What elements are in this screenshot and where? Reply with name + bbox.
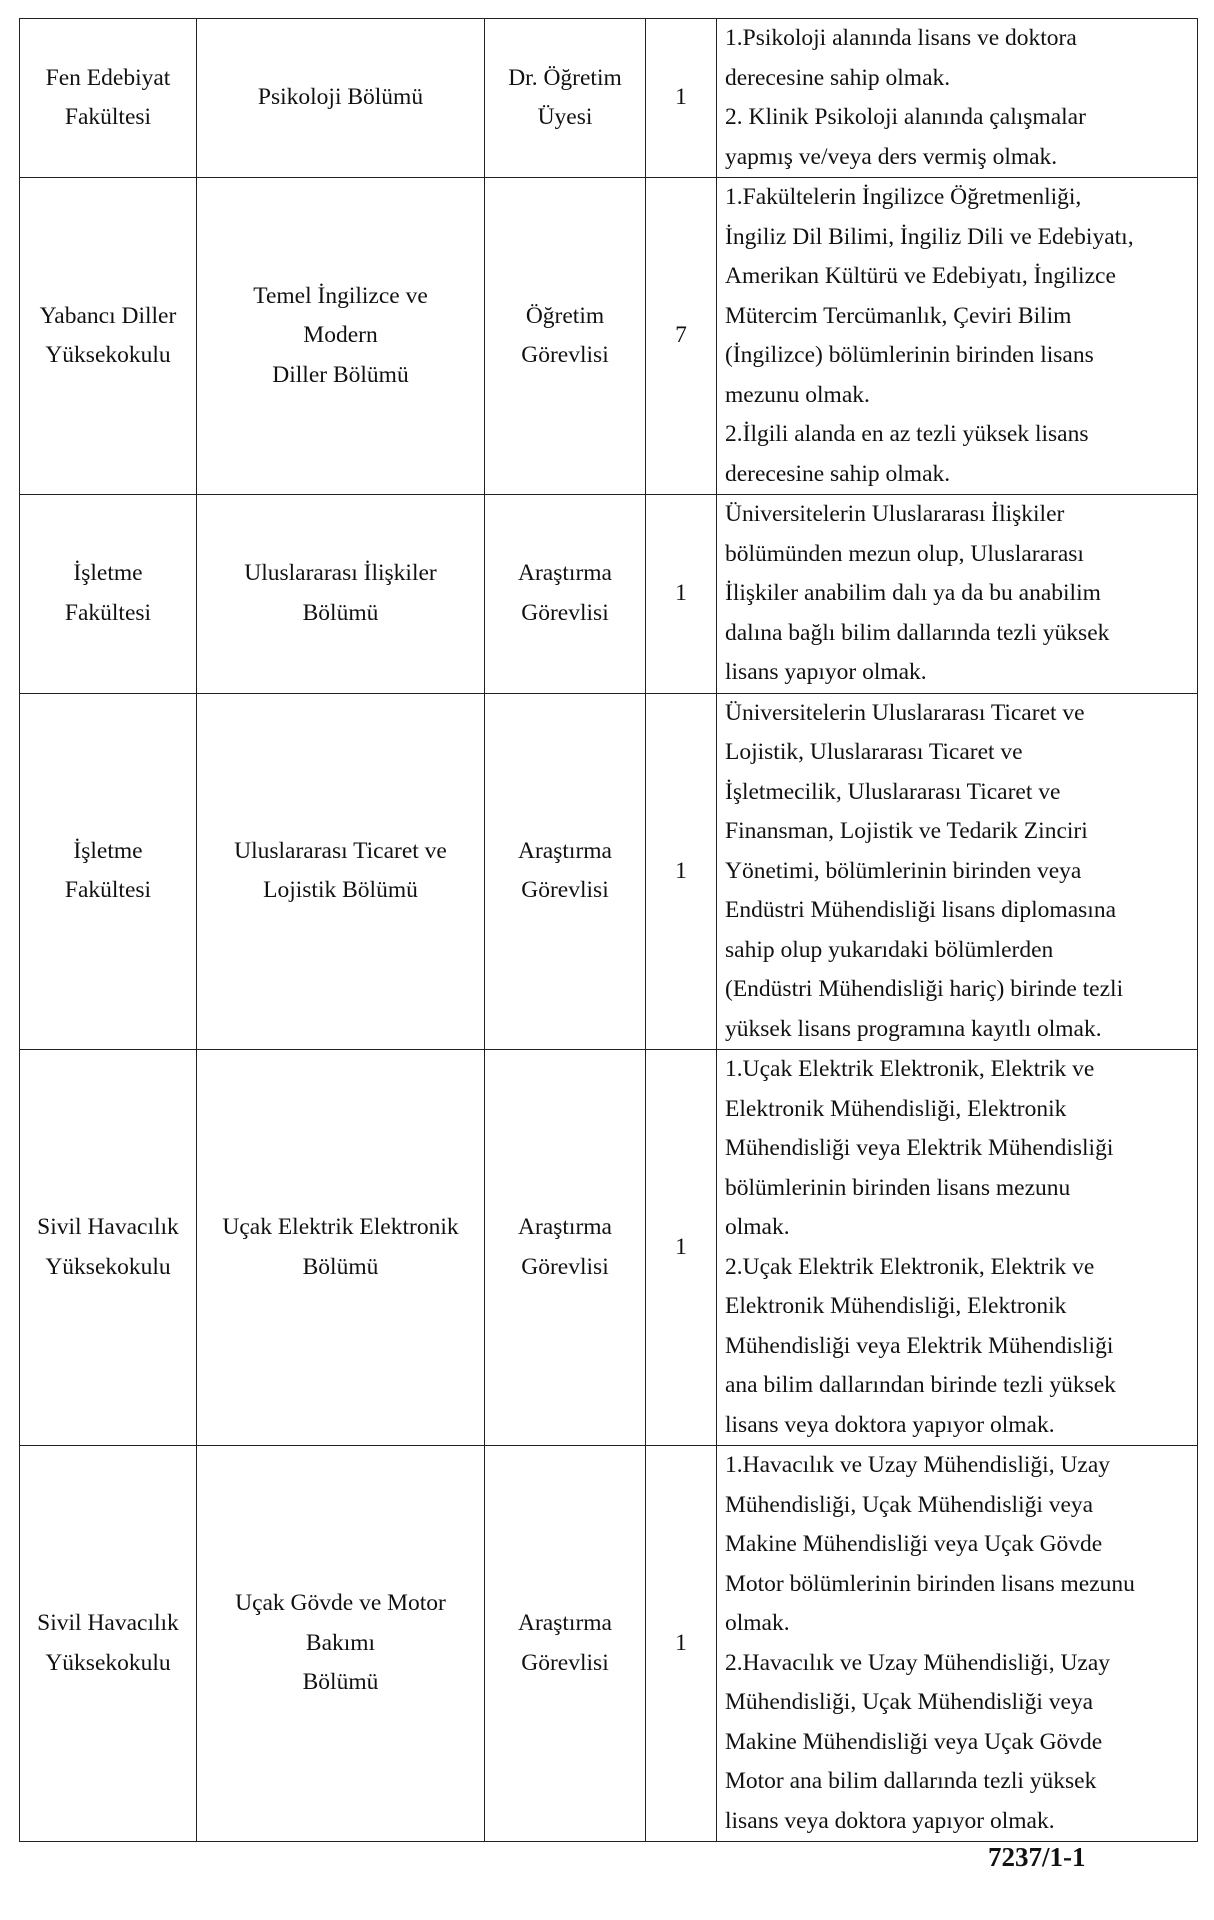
cell-line: İlişkiler anabilim dalı ya da bu anabilim xyxy=(725,580,1101,606)
cell-line: Araştırma xyxy=(518,560,612,587)
cell-line: Öğretim xyxy=(525,302,605,329)
cell-line: lisans veya doktora yapıyor olmak. xyxy=(725,1411,1055,1438)
position-title-cell xyxy=(485,178,646,495)
department-cell xyxy=(197,495,485,694)
position-title-cell xyxy=(485,693,646,1050)
cell-line: Fakültesi xyxy=(64,104,152,130)
cell-line: Endüstri Mühendisliği lisans diplomasına xyxy=(725,897,1116,923)
cell-line: yapmış ve/veya ders vermiş olmak. xyxy=(725,143,1058,170)
cell-line: Uçak Gövde ve Motor xyxy=(235,1590,446,1617)
cell-line: Elektronik Mühendisliği, Elektronik xyxy=(725,1293,1067,1319)
cell-line: Elektronik Mühendisliği, Elektronik xyxy=(725,1095,1067,1122)
cell-line: lisans veya doktora yapıyor olmak. xyxy=(725,1807,1055,1834)
cell-line: (Endüstri Mühendisliği hariç) birinde tezli xyxy=(725,976,1124,1002)
cell-line: Bölümü xyxy=(302,1253,379,1280)
cell-line: Fakültesi xyxy=(64,599,152,626)
document-code: 7237/1-1 xyxy=(988,1842,1086,1872)
table-row xyxy=(20,495,1198,694)
cell-line: olmak. xyxy=(725,1610,790,1636)
cell-line: İşletmecilik, Uluslararası Ticaret ve xyxy=(725,778,1061,805)
cell-line: Araştırma xyxy=(518,1610,612,1636)
cell-line: Motor bölümlerinin birinden lisans mezunu xyxy=(725,1570,1135,1597)
position-title-cell xyxy=(485,1446,646,1842)
cell-line: Bölümü xyxy=(302,599,379,626)
cell-line: Görevlisi xyxy=(521,1253,609,1280)
cell-line: Görevlisi xyxy=(521,599,609,626)
cell-line: 1.Psikoloji alanında lisans ve doktora xyxy=(725,25,1077,51)
requirements-cell xyxy=(717,19,1198,178)
position-count-cell: 7 xyxy=(646,178,717,495)
cell-line: 2.Havacılık ve Uzay Mühendisliği, Uzay xyxy=(725,1649,1111,1676)
cell-line: derecesine sahip olmak. xyxy=(725,460,951,487)
department-cell xyxy=(197,178,485,495)
position-count-cell: 1 xyxy=(646,1446,717,1842)
cell-line: Makine Mühendisliği veya Uçak Gövde xyxy=(725,1531,1103,1557)
cell-line: 2.Uçak Elektrik Elektronik, Elektrik ve xyxy=(725,1253,1095,1280)
cell-line: ana bilim dallarından birinde tezli yüksek xyxy=(725,1372,1116,1398)
cell-line: Araştırma xyxy=(518,1214,612,1240)
cell-line: yüksek lisans programına kayıtlı olmak. xyxy=(725,1015,1102,1042)
cell-line: (İngilizce) bölümlerinin birinden lisans xyxy=(725,342,1094,368)
department-cell xyxy=(197,693,485,1050)
cell-line: Görevlisi xyxy=(521,342,609,368)
cell-line: Finansman, Lojistik ve Tedarik Zinciri xyxy=(725,818,1088,844)
cell-line: mezunu olmak. xyxy=(725,381,870,408)
faculty-cell xyxy=(20,1050,197,1446)
department-cell xyxy=(197,19,485,178)
cell-line: Yüksekokulu xyxy=(45,342,171,368)
cell-line: İşletme xyxy=(73,560,143,587)
position-count-cell: 1 xyxy=(646,495,717,694)
table-row xyxy=(20,178,1198,495)
cell-line: Mütercim Tercümanlık, Çeviri Bilim xyxy=(725,302,1072,329)
cell-line: lisans yapıyor olmak. xyxy=(725,659,927,685)
position-title-cell xyxy=(485,495,646,694)
cell-line: Motor ana bilim dallarında tezli yüksek xyxy=(725,1768,1097,1794)
cell-line: İngiliz Dil Bilimi, İngiliz Dili ve Edebiyatı, xyxy=(725,223,1134,250)
position-title-cell xyxy=(485,1050,646,1446)
cell-line: bölümlerinin birinden lisans mezunu xyxy=(725,1174,1071,1201)
cell-line: Lojistik Bölümü xyxy=(263,877,418,904)
cell-line: Görevlisi xyxy=(521,877,609,904)
cell-line: Temel İngilizce ve xyxy=(253,282,428,309)
department-cell xyxy=(197,1050,485,1446)
cell-line: olmak. xyxy=(725,1214,790,1240)
faculty-cell xyxy=(20,19,197,178)
table-row xyxy=(20,1446,1198,1842)
cell-line: Yönetimi, bölümlerinin birinden veya xyxy=(725,857,1082,884)
cell-line: Psikoloji Bölümü xyxy=(257,84,424,111)
requirements-cell xyxy=(717,693,1198,1050)
cell-line: Mühendisliği veya Elektrik Mühendisliği xyxy=(725,1135,1114,1161)
faculty-cell xyxy=(20,1446,197,1842)
cell-line: 2. Klinik Psikoloji alanında çalışmalar xyxy=(725,104,1086,130)
table-row xyxy=(20,693,1198,1050)
cell-line: Uluslararası Ticaret ve xyxy=(234,837,447,864)
cell-line: Diller Bölümü xyxy=(272,361,409,388)
cell-line: Üniversitelerin Uluslararası Ticaret ve xyxy=(725,699,1085,726)
faculty-cell xyxy=(20,178,197,495)
position-title-cell xyxy=(485,19,646,178)
cell-line: Mühendisliği, Uçak Mühendisliği veya xyxy=(725,1689,1094,1715)
cell-line: 1.Uçak Elektrik Elektronik, Elektrik ve xyxy=(725,1056,1095,1082)
table-row xyxy=(20,1050,1198,1446)
cell-line: Yüksekokulu xyxy=(45,1649,171,1676)
position-count-cell: 1 xyxy=(646,1050,717,1446)
cell-line: Fakültesi xyxy=(64,877,152,904)
requirements-cell xyxy=(717,178,1198,495)
cell-line: Mühendisliği, Uçak Mühendisliği veya xyxy=(725,1491,1094,1518)
cell-line: Uluslararası İlişkiler xyxy=(244,560,437,587)
cell-line: Dr. Öğretim xyxy=(508,64,622,91)
cell-line: derecesine sahip olmak. xyxy=(725,64,951,91)
cell-line: 1.Havacılık ve Uzay Mühendisliği, Uzay xyxy=(725,1452,1111,1478)
faculty-cell xyxy=(20,495,197,694)
cell-line: Üyesi xyxy=(537,104,593,130)
table-row xyxy=(20,19,1198,178)
cell-line: Bölümü xyxy=(302,1669,379,1696)
cell-line: Sivil Havacılık xyxy=(37,1610,179,1636)
cell-line: İşletme xyxy=(73,837,143,864)
cell-line: Uçak Elektrik Elektronik xyxy=(222,1214,459,1240)
cell-line: Yüksekokulu xyxy=(45,1253,171,1280)
cell-line: Bakımı xyxy=(305,1629,376,1656)
cell-line: Görevlisi xyxy=(521,1649,609,1676)
cell-line: Lojistik, Uluslararası Ticaret ve xyxy=(725,739,1023,765)
position-count-cell: 1 xyxy=(646,19,717,178)
cell-line: Mühendisliği veya Elektrik Mühendisliği xyxy=(725,1332,1114,1359)
department-cell xyxy=(197,1446,485,1842)
cell-line: Fen Edebiyat xyxy=(45,64,171,91)
cell-line: Üniversitelerin Uluslararası İlişkiler xyxy=(725,501,1065,527)
cell-line: 2.İlgili alanda en az tezli yüksek lisans xyxy=(725,421,1089,447)
cell-line: Sivil Havacılık xyxy=(37,1214,179,1240)
positions-table xyxy=(19,18,1198,1842)
faculty-cell xyxy=(20,693,197,1050)
cell-line: 1.Fakültelerin İngilizce Öğretmenliği, xyxy=(725,184,1082,210)
position-count-cell: 1 xyxy=(646,693,717,1050)
cell-line: Amerikan Kültürü ve Edebiyatı, İngilizce xyxy=(725,263,1116,289)
cell-line: dalına bağlı bilim dallarında tezli yüksek xyxy=(725,619,1110,646)
cell-line: Modern xyxy=(303,322,378,349)
requirements-cell xyxy=(717,1050,1198,1446)
cell-line: Yabancı Diller xyxy=(39,302,177,329)
cell-line: sahip olup yukarıdaki bölümlerden xyxy=(725,936,1054,963)
requirements-cell xyxy=(717,495,1198,694)
cell-line: bölümünden mezun olup, Uluslararası xyxy=(725,540,1084,567)
requirements-cell xyxy=(717,1446,1198,1842)
cell-line: Araştırma xyxy=(518,837,612,864)
cell-line: Makine Mühendisliği veya Uçak Gövde xyxy=(725,1728,1103,1755)
